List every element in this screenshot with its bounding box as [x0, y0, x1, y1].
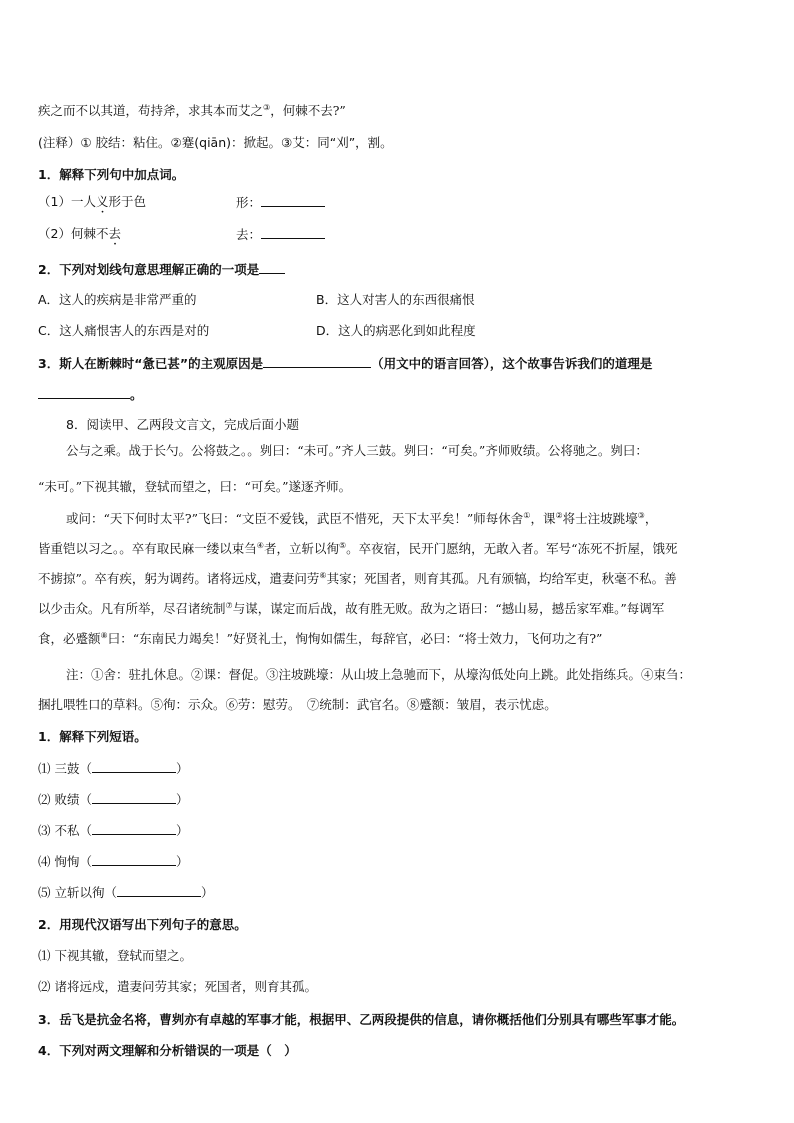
text: ，何棘不去?”	[270, 103, 346, 118]
passage-yi-line-5	[38, 631, 602, 647]
notes-line-1: 注：①舍：驻扎休息。②课：督促。③注坡跳壕：从山坡上急驰而下，从壕沟低处向上跳。此处指练兵。④束刍：	[66, 667, 692, 682]
text: ⑵ 败绩（	[38, 792, 92, 807]
footnote-marker: ⑤	[338, 540, 347, 550]
text: 其家；死国者，则育其孤。凡有颁犒，均给军吏，秋毫不私。善	[326, 571, 677, 586]
answer-blank[interactable]	[263, 355, 371, 368]
answer-blank[interactable]	[261, 226, 325, 239]
footnote-marker: ④	[256, 540, 264, 550]
answer-blank[interactable]	[92, 760, 176, 773]
passage-yi-line-4	[38, 601, 664, 617]
footnote-marker: ①	[523, 510, 531, 520]
option-c: C．这人痛恨害人的东西是对的	[38, 323, 210, 338]
footnote-marker: ⑦	[225, 600, 233, 610]
text: ⑸ 立斩以徇（	[38, 885, 117, 900]
answer-blank[interactable]	[38, 386, 130, 399]
annotation: (注释）① 胶结：粘住。②蹇(qiān)：掀起。③艾：同“刈”，割。	[38, 135, 393, 150]
footnote-marker: ⑥	[319, 570, 327, 580]
option-d: D．这人的病恶化到如此程度	[316, 323, 476, 338]
text: 者，立斩以徇	[263, 541, 339, 556]
notes-line-2: 捆扎喂牲口的草料。⑤徇：示众。⑥劳：慰劳。 ⑦统制：武官名。⑧蹙额：皱眉，表示忧虑。	[38, 697, 557, 712]
question-8-2: 2．用现代汉语写出下列句子的意思。	[38, 917, 247, 932]
text: 将士注坡跳壕	[562, 511, 638, 526]
text: （2）何棘不	[38, 226, 109, 241]
answer-blank[interactable]	[92, 822, 176, 835]
text: ）	[175, 823, 189, 838]
passage-line-1	[38, 103, 346, 119]
question-3-cont	[38, 386, 143, 403]
text: 曰：“东南民力竭矣！”好贤礼士，恂恂如儒生，每辞官，必曰：“将士效力，飞何功之有?”	[107, 631, 603, 646]
text: 与谋，谋定而后战，故有胜无败。敌为之语曰：“撼山易，撼岳家军难。”每调军	[232, 601, 665, 616]
answer-label: 形：	[236, 195, 262, 210]
answer-blank[interactable]	[92, 853, 176, 866]
text: （1）一人	[38, 194, 96, 209]
footnote-marker: ②	[555, 510, 563, 520]
text: 2．下列对划线句意思理解正确的一项是	[38, 262, 260, 277]
footnote-marker: ③	[263, 102, 271, 112]
text: ）	[175, 792, 189, 807]
subquestion-1a	[38, 194, 146, 216]
phrase-item-2	[38, 791, 189, 808]
text: 。	[130, 387, 143, 402]
phrase-item-3	[38, 822, 189, 839]
passage-yi-line-2	[38, 541, 678, 557]
question-1: 1．解释下列句中加点词。	[38, 167, 185, 182]
text: ⑴ 三鼓（	[38, 761, 92, 776]
sentence-1: ⑴ 下视其辙，登轼而望之。	[38, 948, 192, 963]
text: 3．斯人在断棘时“惫已甚”的主观原因是	[38, 356, 264, 371]
phrase-item-4	[38, 853, 189, 870]
sentence-2: ⑵ 诸将远戍，遣妻问劳其家；死国者，则育其孤。	[38, 979, 317, 994]
text: 或问：“天下何时太平?”飞曰：“文臣不爱钱，武臣不惜死，天下太平矣！”师每休舍	[66, 511, 524, 526]
question-8-4: 4．下列对两文理解和分析错误的一项是（ ）	[38, 1043, 297, 1058]
answer-blank[interactable]	[259, 261, 285, 274]
passage-jia-line-2: “未可。”下视其辙，登轼而望之，曰：“可矣。”遂逐齐师。	[38, 479, 352, 494]
dotted-word: 去	[108, 226, 121, 241]
text: 不掳掠”。卒有疾，躬为调药。诸将远戍，遣妻问劳	[38, 571, 320, 586]
text: 食，必蹙额	[38, 631, 101, 646]
answer-1b	[236, 226, 325, 243]
text: （用文中的语言回答），这个故事告诉我们的道理是	[371, 356, 653, 371]
answer-1a	[236, 194, 325, 211]
question-8-1: 1．解释下列短语。	[38, 729, 147, 744]
dotted-word: 义	[95, 194, 109, 209]
passage-jia-line-1: 公与之乘。战于长勺。公将鼓之。。刿曰：“未可。”齐人三鼓。刿曰：“可矣。”齐师败绩。公将驰之。刿曰：	[66, 443, 648, 458]
text: ⑷ 恂恂（	[38, 854, 92, 869]
text: ）	[175, 761, 189, 776]
footnote-marker: ⑧	[100, 630, 108, 640]
section-8-title: 8．阅读甲、乙两段文言文，完成后面小题	[66, 417, 299, 432]
footnote-marker: ③	[637, 510, 645, 520]
question-2	[38, 261, 285, 278]
option-a: A．这人的疾病是非常严重的	[38, 292, 197, 307]
text: ⑶ 不私（	[38, 823, 92, 838]
subquestion-1b	[38, 226, 121, 248]
phrase-item-1	[38, 760, 189, 777]
text: ，	[644, 511, 658, 526]
text: 形于色	[108, 194, 146, 209]
answer-label: 去：	[236, 227, 262, 242]
text: ）	[175, 854, 189, 869]
text: ）	[200, 885, 214, 900]
option-b: B．这人对害人的东西很痛恨	[316, 292, 475, 307]
answer-blank[interactable]	[92, 791, 176, 804]
passage-yi-line-1	[66, 511, 657, 527]
text: 疾之而不以其道，苟持斧，求其本而艾之	[38, 103, 264, 118]
text: 皆重铠以习之。。卒有取民麻一缕以束刍	[38, 541, 257, 556]
answer-blank[interactable]	[117, 884, 201, 897]
text: 以少击众。凡有所举，尽召诸统制	[38, 601, 226, 616]
text: 。卒夜宿，民开门愿纳，无敢入者。军号“冻死不折屋，饿死	[346, 541, 678, 556]
answer-blank[interactable]	[261, 194, 325, 207]
text: ，课	[530, 511, 556, 526]
question-3	[38, 355, 652, 372]
phrase-item-5	[38, 884, 214, 901]
question-8-3: 3．岳飞是抗金名将，曹刿亦有卓越的军事才能，根据甲、乙两段提供的信息，请你概括他们分别具有哪些军事才能。	[38, 1012, 685, 1027]
passage-yi-line-3	[38, 571, 677, 587]
